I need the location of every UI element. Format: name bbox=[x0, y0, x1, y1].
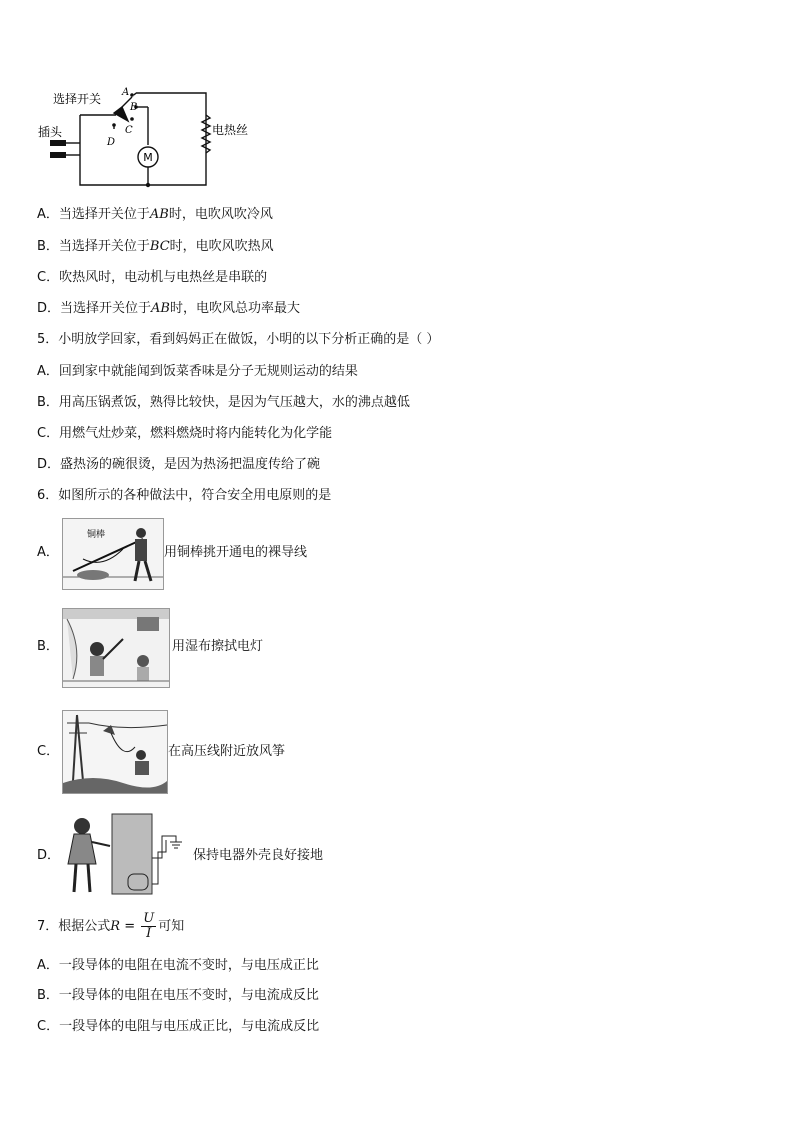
contact-b: B bbox=[130, 102, 138, 113]
q6-option-c-caption: 在高压线附近放风筝 bbox=[168, 744, 286, 759]
q6-option-b-label: B． bbox=[37, 639, 59, 654]
q4-option-c bbox=[37, 269, 267, 287]
contact-d: D bbox=[107, 137, 116, 148]
q7-formula-denominator: I bbox=[146, 926, 152, 941]
q4-option-c-text: C．吹热风时，电动机与电热丝是串联的 bbox=[37, 270, 268, 285]
q6-option-c-label: C． bbox=[37, 744, 60, 759]
q4-option-a-prefix: A．当选择开关位于 bbox=[37, 207, 150, 222]
q6-option-d-picture bbox=[62, 812, 192, 896]
switch-label: 选择开关 bbox=[53, 92, 102, 106]
circuit-svg bbox=[36, 85, 266, 195]
q7-formula-lhs: R bbox=[110, 919, 121, 934]
q4-option-a-var: AB bbox=[149, 207, 169, 222]
q5-option-b: B．用高压锅煮饭，熟得比较快，是因为气压越大，水的沸点越低 bbox=[37, 395, 410, 410]
contact-a: A bbox=[122, 87, 130, 98]
q6-option-a-caption: 用铜棒挑开通电的裸导线 bbox=[164, 545, 308, 560]
q6-option-b-picture bbox=[62, 608, 170, 688]
q6-option-a-picture bbox=[62, 518, 164, 590]
q6-stem: 6．如图所示的各种做法中，符合安全用电原则的是 bbox=[37, 488, 332, 503]
q4-option-d-prefix: D．当选择开关位于 bbox=[37, 301, 152, 316]
q4-option-b-suffix: 时，电吹风吹热风 bbox=[169, 239, 274, 254]
q6-option-a-label: A． bbox=[37, 545, 59, 560]
q6-option-c-picture bbox=[62, 710, 168, 794]
q4-option-d-var: AB bbox=[151, 301, 170, 316]
q7-formula-numerator: U bbox=[143, 911, 155, 926]
q6-a-figure-text: 铜棒 bbox=[87, 530, 106, 540]
q7-formula-eq: = bbox=[124, 919, 136, 934]
q6-option-b-caption: 用湿布擦拭电灯 bbox=[172, 639, 264, 654]
q4-option-b-var: BC bbox=[149, 239, 170, 254]
q6-option-d-label: D． bbox=[37, 848, 61, 863]
q7-stem bbox=[37, 910, 184, 944]
heater-label: 电热丝 bbox=[212, 123, 249, 137]
q5-option-c: C．用燃气灶炒菜，燃料燃烧时将内能转化为化学能 bbox=[37, 426, 333, 441]
q4-option-b bbox=[37, 238, 274, 256]
q7-stem-prefix: 7．根据公式 bbox=[37, 919, 111, 934]
q5-option-a: A．回到家中就能闻到饭菜香味是分子无规则运动的结果 bbox=[37, 364, 358, 379]
q4-option-d bbox=[37, 300, 300, 318]
q7-option-a: A．一段导体的电阻在电流不变时，与电压成正比 bbox=[37, 958, 319, 973]
circuit-diagram bbox=[36, 85, 266, 195]
q7-formula-fraction bbox=[141, 912, 156, 941]
contact-c: C bbox=[125, 125, 133, 136]
q4-option-a bbox=[37, 206, 273, 224]
q5-stem: 5．小明放学回家，看到妈妈正在做饭，小明的以下分析正确的是（ ） bbox=[37, 332, 440, 347]
q7-option-c: C．一段导体的电阻与电压成正比，与电流成反比 bbox=[37, 1019, 320, 1034]
q4-option-b-prefix: B．当选择开关位于 bbox=[37, 239, 150, 254]
motor-symbol: M bbox=[143, 151, 153, 164]
q4-option-a-suffix: 时，电吹风吹冷风 bbox=[168, 207, 273, 222]
q4-option-d-suffix: 时，电吹风总功率最大 bbox=[169, 301, 300, 316]
q5-option-d: D．盛热汤的碗很烫，是因为热汤把温度传给了碗 bbox=[37, 457, 321, 472]
plug-label: 插头 bbox=[38, 125, 63, 139]
q7-stem-suffix: 可知 bbox=[158, 919, 185, 934]
q6-option-d-caption: 保持电器外壳良好接地 bbox=[193, 848, 324, 863]
q7-option-b: B．一段导体的电阻在电压不变时，与电流成反比 bbox=[37, 988, 319, 1003]
